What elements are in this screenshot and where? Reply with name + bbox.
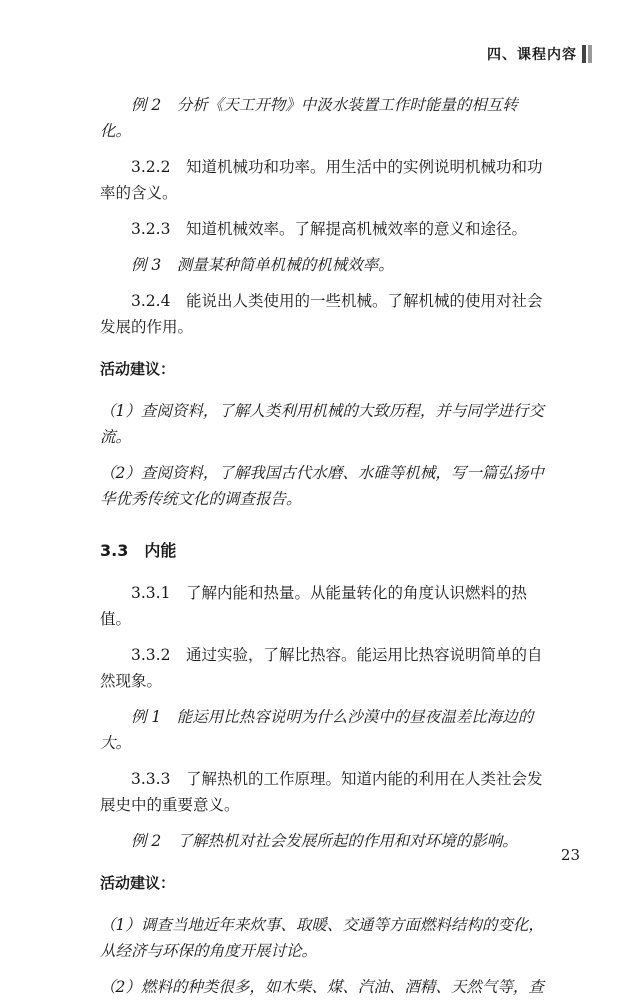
item-3-3-1: 3.3.1 了解内能和热量。从能量转化的角度认识燃料的热值。 — [100, 584, 527, 628]
activity-suggestions-heading-1: 活动建议： — [100, 360, 176, 378]
item-3-2-4: 3.2.4 能说出人类使用的一些机械。了解机械的使用对社会发展的作用。 — [100, 292, 543, 336]
example-1-specific-heat: 例 1 能运用比热容说明为什么沙漠中的昼夜温差比海边的大。 — [100, 708, 534, 752]
activity-2-2: （2）燃料的种类很多，如木柴、煤、汽油、酒精、天然气等，查 — [100, 978, 544, 996]
example-3-efficiency: 例 3 测量某种简单机械的机械效率。 — [131, 256, 394, 274]
running-header — [487, 44, 592, 64]
example-2-heat-engine: 例 2 了解热机对社会发展所起的作用和对环境的影响。 — [131, 832, 518, 850]
activity-2-1: （1）调查当地近年来炊事、取暖、交通等方面燃料结构的变化，从经济与环保的角度开展讨论。 — [100, 916, 544, 960]
item-3-3-2: 3.3.2 通过实验，了解比热容。能运用比热容说明简单的自然现象。 — [100, 646, 543, 690]
example-2-waterwheel: 例 2 分析《天工开物》中汲水装置工作时能量的相互转化。 — [100, 96, 518, 140]
header-bar-mark-light — [588, 45, 592, 63]
item-3-3-3: 3.3.3 了解热机的工作原理。知道内能的利用在人类社会发展史中的重要意义。 — [100, 770, 543, 814]
activity-1-2: （2）查阅资料，了解我国古代水磨、水碓等机械，写一篇弘扬中华优秀传统文化的调查报告。 — [100, 464, 544, 508]
activity-1-1: （1）查阅资料，了解人类利用机械的大致历程，并与同学进行交流。 — [100, 402, 544, 446]
item-3-2-2: 3.2.2 知道机械功和功率。用生活中的实例说明机械功和功率的含义。 — [100, 158, 543, 202]
item-3-2-3: 3.2.3 知道机械效率。了解提高机械效率的意义和途径。 — [131, 220, 527, 238]
header-section-title: 四、课程内容 — [487, 47, 577, 63]
page-number: 23 — [560, 846, 580, 864]
header-bar-mark — [582, 45, 586, 63]
section-3-3-title: 3.3 内能 — [100, 541, 177, 560]
page-body — [100, 92, 547, 1000]
activity-suggestions-heading-2: 活动建议： — [100, 874, 176, 892]
